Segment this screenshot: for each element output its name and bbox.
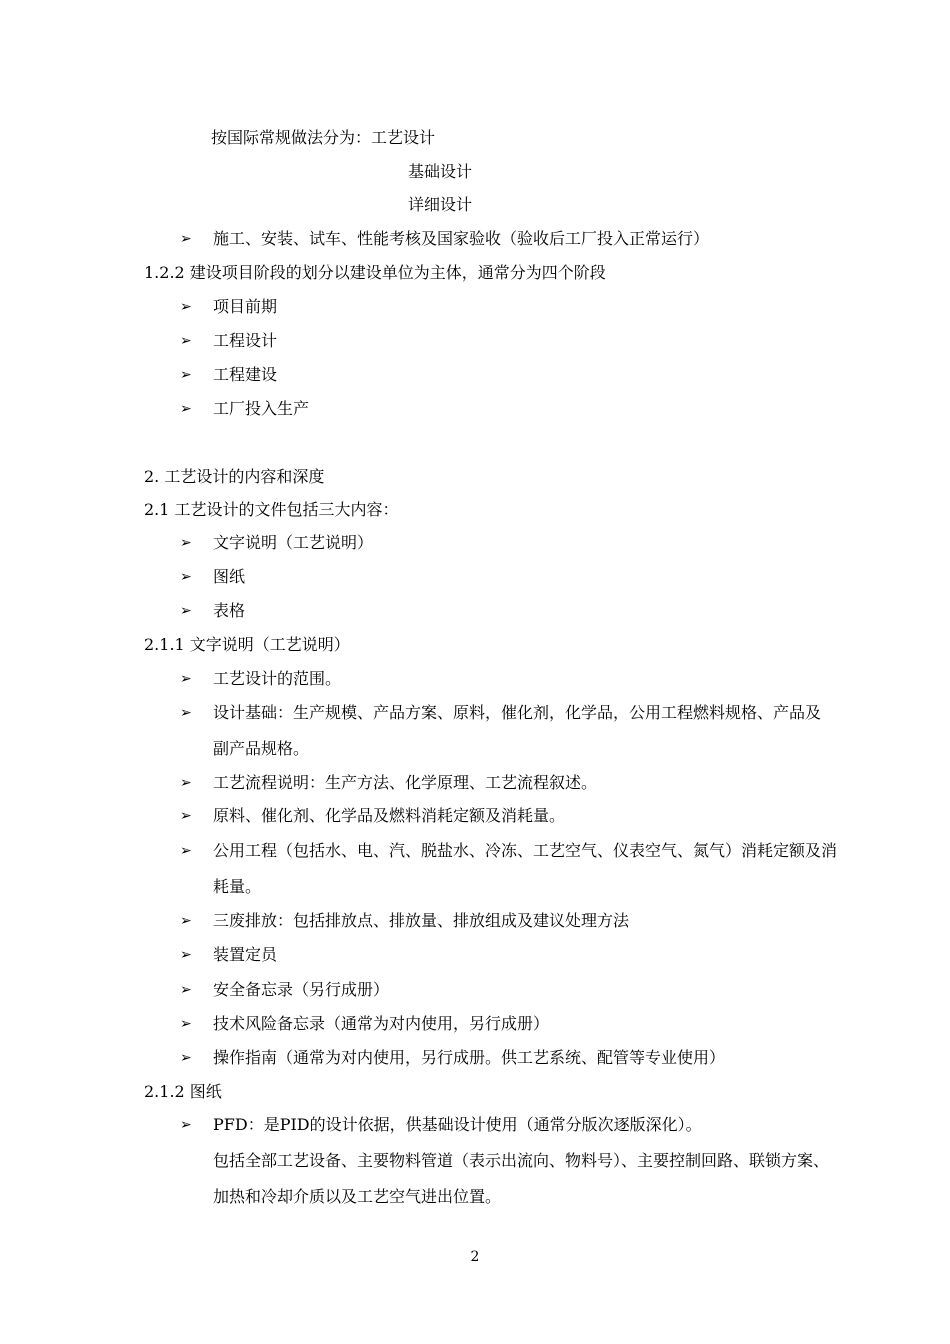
bullet-arrow-icon: ➢ <box>180 299 192 315</box>
list-item: 工程设计 <box>213 331 278 350</box>
section-heading-2: 2. 工艺设计的内容和深度 <box>144 467 325 486</box>
list-item: 工程建设 <box>213 365 278 384</box>
section-heading-2-1-1: 2.1.1 文字说明（工艺说明） <box>144 635 350 654</box>
list-item: 设计基础：生产规模、产品方案、原料，催化剂，化学品，公用工程燃料规格、产品及 <box>213 703 822 722</box>
list-item: 施工、安装、试车、性能考核及国家验收（验收后工厂投入正常运行） <box>213 229 710 248</box>
list-item: 安全备忘录（另行成册） <box>213 980 390 999</box>
list-item: 项目前期 <box>213 297 278 316</box>
bullet-arrow-icon: ➢ <box>180 231 192 247</box>
detail-design-line: 详细设计 <box>408 195 473 214</box>
bullet-arrow-icon: ➢ <box>180 671 192 687</box>
bullet-arrow-icon: ➢ <box>180 333 192 349</box>
list-item: 操作指南（通常为对内使用，另行成册。供工艺系统、配管等专业使用） <box>213 1048 726 1067</box>
section-heading-2-1: 2.1 工艺设计的文件包括三大内容： <box>144 500 399 519</box>
list-item: 工艺流程说明：生产方法、化学原理、工艺流程叙述。 <box>213 773 598 792</box>
list-item: 工厂投入生产 <box>213 399 310 418</box>
bullet-arrow-icon: ➢ <box>180 1016 192 1032</box>
bullet-arrow-icon: ➢ <box>180 705 192 721</box>
list-item: 装置定员 <box>213 945 278 964</box>
list-item: 技术风险备忘录（通常为对内使用，另行成册） <box>213 1014 550 1033</box>
list-item: 表格 <box>213 601 246 620</box>
bullet-arrow-icon: ➢ <box>180 603 192 619</box>
list-item-continuation: 加热和冷却介质以及工艺空气进出位置。 <box>213 1187 502 1206</box>
list-item: 图纸 <box>213 567 246 586</box>
bullet-arrow-icon: ➢ <box>180 367 192 383</box>
list-item: 公用工程（包括水、电、汽、脱盐水、冷冻、工艺空气、仪表空气、氮气）消耗定额及消 <box>213 841 838 860</box>
list-item-continuation: 包括全部工艺设备、主要物料管道（表示出流向、物料号）、主要控制回路、联锁方案、 <box>213 1151 830 1170</box>
list-item: 工艺设计的范围。 <box>213 669 342 688</box>
section-heading-2-1-2: 2.1.2 图纸 <box>144 1082 222 1101</box>
list-item: 三废排放：包括排放点、排放量、排放组成及建议处理方法 <box>213 911 630 930</box>
bullet-arrow-icon: ➢ <box>180 401 192 417</box>
list-item: 原料、催化剂、化学品及燃料消耗定额及消耗量。 <box>213 806 566 825</box>
bullet-arrow-icon: ➢ <box>180 1117 192 1133</box>
bullet-arrow-icon: ➢ <box>180 843 192 859</box>
basic-design-line: 基础设计 <box>408 162 473 181</box>
bullet-arrow-icon: ➢ <box>180 913 192 929</box>
bullet-arrow-icon: ➢ <box>180 775 192 791</box>
list-item: 文字说明（工艺说明） <box>213 533 374 552</box>
design-division-line: 按国际常规做法分为：工艺设计 <box>211 128 436 147</box>
list-item: PFD：是PID的设计依据，供基础设计使用（通常分版次逐版深化）。 <box>213 1115 702 1134</box>
bullet-arrow-icon: ➢ <box>180 947 192 963</box>
list-item-continuation: 耗量。 <box>213 877 262 896</box>
page-number: 2 <box>470 1249 480 1265</box>
bullet-arrow-icon: ➢ <box>180 982 192 998</box>
bullet-arrow-icon: ➢ <box>180 535 192 551</box>
bullet-arrow-icon: ➢ <box>180 569 192 585</box>
list-item-continuation: 副产品规格。 <box>213 739 310 758</box>
bullet-arrow-icon: ➢ <box>180 808 192 824</box>
section-heading-1-2-2: 1.2.2 建设项目阶段的划分以建设单位为主体，通常分为四个阶段 <box>144 263 606 282</box>
bullet-arrow-icon: ➢ <box>180 1050 192 1066</box>
